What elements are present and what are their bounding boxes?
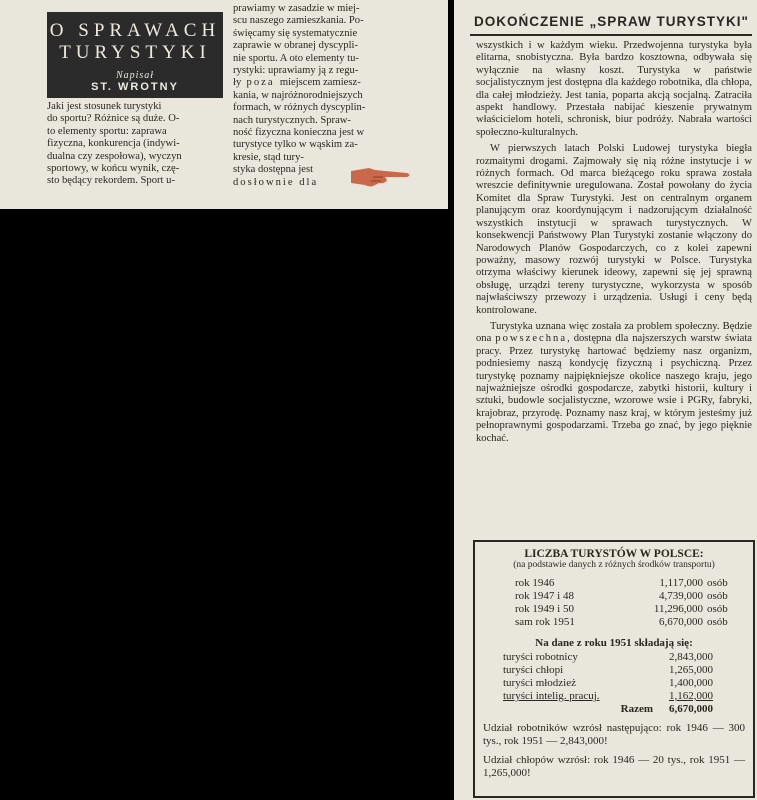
year-label: rok 1947 i 48 bbox=[515, 590, 574, 602]
text-line: kania, w najróżnorodniejszych bbox=[233, 89, 363, 101]
unit-label: osób bbox=[707, 616, 728, 628]
group-value: 2,843,000 bbox=[669, 651, 713, 663]
stats-subtitle: (na podstawie danych z różnych środków transportu) bbox=[513, 560, 715, 570]
table-row bbox=[475, 590, 753, 603]
year-label: sam rok 1951 bbox=[515, 616, 575, 628]
text-line: prawiamy w zasadzie w miej- bbox=[233, 3, 360, 14]
emphasized-word: poza bbox=[246, 77, 275, 89]
table-row bbox=[475, 677, 753, 690]
year-value: 1,117,000 bbox=[659, 577, 703, 589]
year-value: 4,739,000 bbox=[659, 590, 703, 602]
text-line: sto będący rekordem. Sport u- bbox=[47, 175, 175, 187]
group-label: turyści robotnicy bbox=[503, 651, 578, 663]
paragraph: wszystkich i w każdym wieku. Przedwojenna turystyka była elitarna, snobistyczna. Była bardzo kosztowna, odbywała się wyłącznie na własny koszt. Turystyka w państwie socjalistycznym jest dostępna dla każdego robotnika, dla chłopa, dla całej młodzieży. Jest tania, poparta akcją socjalną. Zatraciła aspekt handlowy. Przestała nabijać kieszenie prywatnym właścicielom hoteli, schronisk, biur podróży. Nabrała wartości społeczno-kulturalnych. bbox=[476, 40, 752, 138]
emphasized-word: powszechna bbox=[495, 333, 568, 345]
pointing-hand-icon bbox=[349, 162, 413, 190]
group-value: 1,400,000 bbox=[669, 677, 713, 689]
groups-table bbox=[475, 651, 753, 716]
text-line: fizyczna, konkurencja (indywi- bbox=[47, 138, 180, 150]
right-clipping bbox=[454, 0, 757, 800]
year-label: rok 1949 i 50 bbox=[515, 603, 574, 615]
continuation-headline: DOKOŃCZENIE „SPRAW TURYSTYKI" bbox=[474, 14, 749, 29]
unit-label: osób bbox=[707, 577, 728, 589]
paragraph: W pierwszych latach Polski Ludowej turystyka biegła rozmaitymi drogami. Zajmowały się nią różne instytucje i w różnych formach. Od marca bieżącego roku sprawa została wreszcie definitywnie uregulowana. Został powołany do życia Komitet dla Spraw Turystyki. Jest on centralnym organem planującym oraz koordynującym i nadzorującym działalność wszystkich instytucji w sprawach turystycznych. W konsekwencji Państwowy Plan Turystyki zostanie włączony do Narodowych Planów Gospodarczych, co z kolei zapewni poważny, masowy rozwój turystyki w Polsce. Turystyka otrzyma właściwy kierunek ideowy, zapewni się jej sprawną obsługę, urządzi tereny turystyczne, wykorzysta w sposób najwłaściwszy przewozy i urządzenia. Usługi i ceny będą kontrolowane. bbox=[476, 143, 752, 316]
text-line: styka dostępna jest bbox=[233, 164, 314, 176]
headline-divider bbox=[470, 34, 752, 36]
author-prefix: Napisał bbox=[115, 70, 155, 81]
groups-title: Na dane z roku 1951 składają się: bbox=[535, 637, 693, 649]
paragraph bbox=[476, 321, 752, 445]
group-label: turyści chłopi bbox=[503, 664, 564, 676]
yearly-table bbox=[475, 577, 753, 629]
text-line: to elementy sportu: zaprawa bbox=[47, 125, 167, 137]
group-label: turyści intelig. pracuj. bbox=[503, 690, 600, 702]
text-line: nach turystycznych. Spraw- bbox=[233, 114, 351, 126]
text-line: sportowy, w końcu wynik, czę- bbox=[47, 163, 180, 175]
text-line: dualna czy zespołowa), wyczyn bbox=[47, 150, 182, 162]
unit-label: osób bbox=[707, 590, 728, 602]
total-value: 6,670,000 bbox=[669, 703, 713, 715]
total-row bbox=[475, 703, 753, 716]
text-line: formach, w różnych dyscyplin- bbox=[233, 102, 366, 114]
table-row bbox=[475, 690, 753, 703]
title-box bbox=[47, 12, 223, 98]
left-clipping bbox=[0, 0, 448, 209]
emphasized-word: dosłownie dla bbox=[233, 176, 319, 188]
text-fragment: miejscem zamiesz- bbox=[279, 77, 361, 89]
text-line: Jaki jest stosunek turystyki bbox=[47, 101, 162, 112]
text-line: scu naszego zamieszkania. Po- bbox=[233, 15, 364, 27]
table-row bbox=[475, 664, 753, 677]
group-label: turyści młodzież bbox=[503, 677, 577, 689]
statistics-box bbox=[473, 540, 755, 798]
table-row bbox=[475, 603, 753, 616]
text-line: do sportu? Różnice są duże. O- bbox=[47, 113, 180, 125]
text-line bbox=[233, 77, 441, 89]
table-row bbox=[475, 651, 753, 664]
peasants-note: Udział chłopów wzrósł: rok 1946 — 20 tys., rok 1951 — 1,265,000! bbox=[483, 754, 745, 779]
group-value: 1,265,000 bbox=[669, 664, 713, 676]
group-value: 1,162,000 bbox=[669, 690, 713, 702]
text-line: święcamy się systematycznie bbox=[233, 27, 358, 39]
text-fragment: Turystyka uznana więc została za problem społeczny. Będzie ona bbox=[476, 320, 752, 345]
author-name: ST. WROTNY bbox=[91, 81, 179, 93]
text-line: kresie, stąd tury- bbox=[233, 151, 304, 163]
text-line: turystyce tylko w wąskim za- bbox=[233, 139, 358, 151]
unit-label: osób bbox=[707, 603, 728, 615]
text-line: zaprawie w obranej dyscypli- bbox=[233, 40, 359, 52]
table-row bbox=[475, 616, 753, 629]
article-body bbox=[476, 40, 752, 449]
text-line: rystyki: uprawiamy ją z regu- bbox=[233, 65, 359, 77]
article-title-line1: O SPRAWACH bbox=[49, 20, 221, 41]
text-line: nie sportu. A oto elementy tu- bbox=[233, 52, 359, 64]
total-label: Razem bbox=[620, 703, 653, 715]
text-line: ność fizyczna konieczna jest w bbox=[233, 127, 365, 139]
stats-title: LICZBA TURYSTÓW W POLSCE: bbox=[524, 548, 704, 560]
article-title-line2: TURYSTYKI bbox=[59, 42, 211, 63]
year-label: rok 1946 bbox=[515, 577, 555, 589]
year-value: 11,296,000 bbox=[653, 603, 703, 615]
workers-note: Udział robotników wzrósł następująco: rok 1946 — 300 tys., rok 1951 — 2,843,000! bbox=[483, 722, 745, 747]
year-value: 6,670,000 bbox=[659, 616, 703, 628]
text-fragment: ły bbox=[233, 77, 242, 89]
left-text-column bbox=[47, 101, 225, 188]
text-fragment: , dostępna dla najszerszych warstw świata pracy. Przez turystykę hartować będziemy nasz organizm, podniesiemy naszą kondycję fizyczną i psychiczną. Przez turystykę poznamy najpiękniejsze okolice naszego kraju, jego najważniejsze ośrodki gospodarcze, zabytki historii, kultury i sztuki, budowle socjalistyczne, wzorowe wsie i PGRy, fabryki, krajobraz, przyrodę. Poznamy nasz kraj, w którym jesteśmy już pełnoprawnymi gospodarzami. Trzeba go znać, by jego pięknie kochać. bbox=[476, 333, 752, 444]
table-row bbox=[475, 577, 753, 590]
